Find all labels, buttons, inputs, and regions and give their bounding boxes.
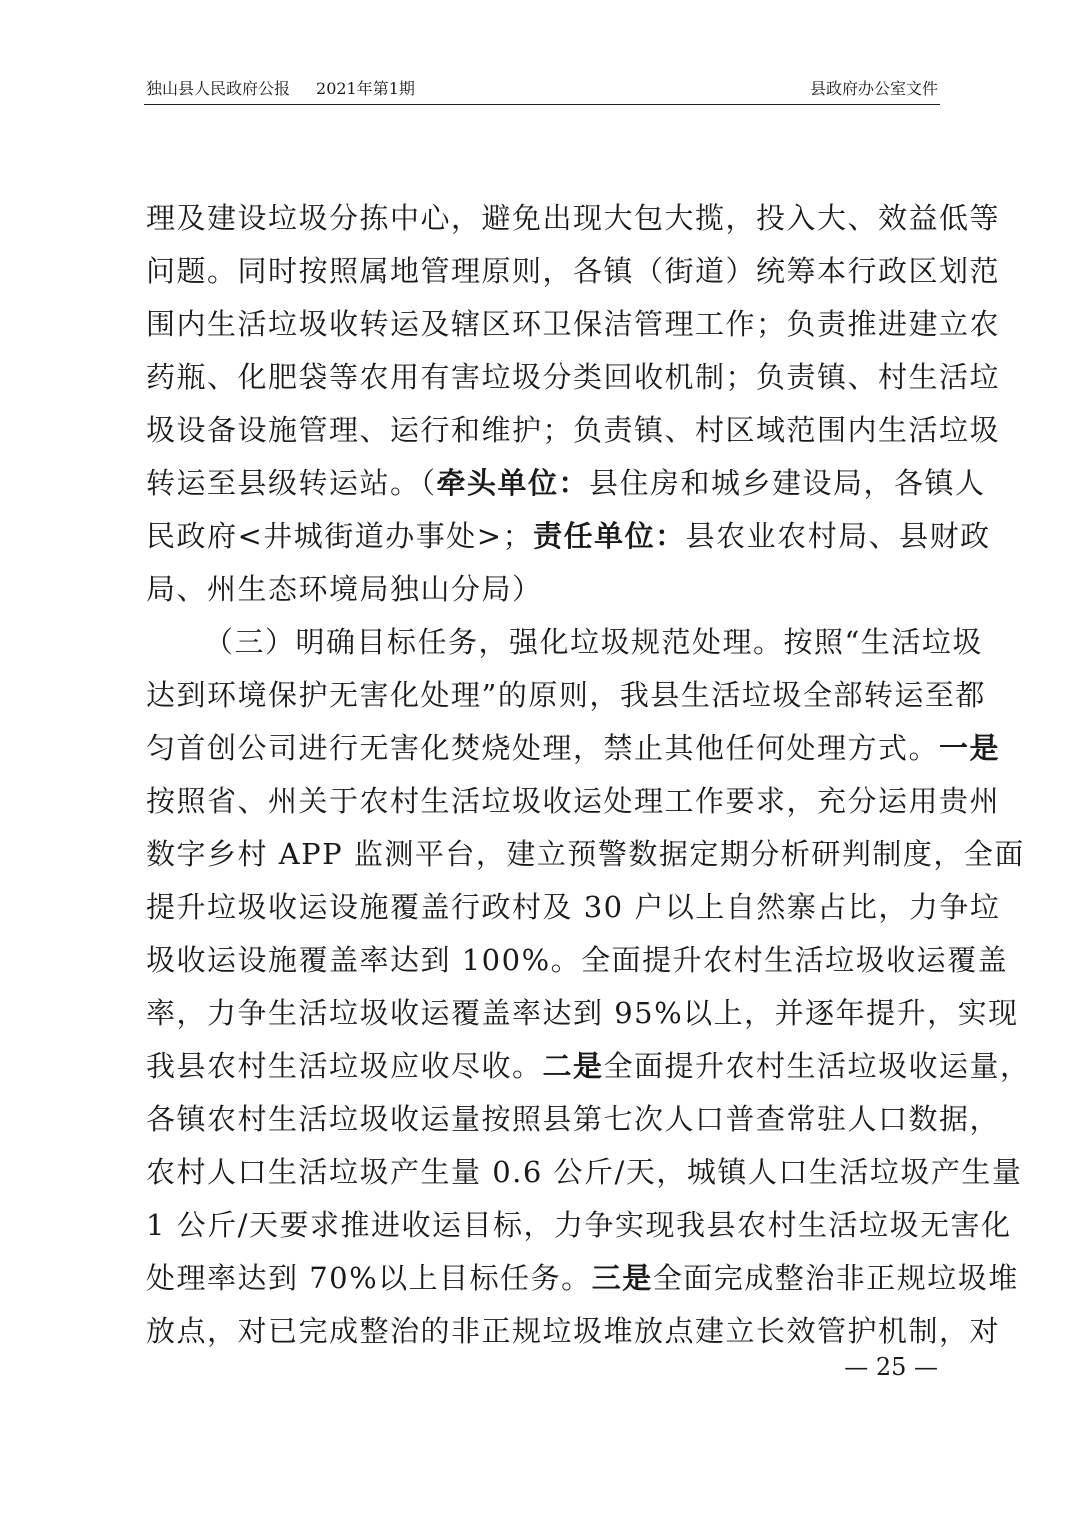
text-line: 按照省、州关于农村生活垃圾收运处理工作要求，充分运用贵州	[146, 784, 1001, 818]
text-line: 圾设备设施管理、运行和维护；负责镇、村区域范围内生活垃圾	[146, 413, 1001, 447]
text-line: 各镇农村生活垃圾收运量按照县第七次人口普查常驻人口数据，	[146, 1102, 1001, 1136]
body-text	[146, 192, 1031, 1358]
text-line	[146, 457, 986, 510]
text-line	[146, 510, 991, 563]
section-heading-line: （三）明确目标任务，强化垃圾规范处理。按照“生活垃圾	[204, 625, 983, 659]
text-line: 农村人口生活垃圾产生量 0.6 公斤/天，城镇人口生活垃圾产生量	[146, 1155, 1023, 1189]
header-divider	[144, 104, 940, 105]
text-segment: 匀首创公司进行无害化焚烧处理，禁止其他任何处理方式。	[146, 731, 940, 765]
text-segment: 民政府<井城街道办事处>；	[146, 519, 534, 553]
text-segment: 全面完成整治非正规垃圾堆	[652, 1261, 1019, 1295]
issue-number: 2021年第1期	[316, 79, 415, 98]
text-line: 药瓶、化肥袋等农用有害垃圾分类回收机制；负责镇、村生活垃	[146, 360, 1001, 394]
text-segment: 转运至县级转运站。（	[146, 466, 437, 500]
text-line: 数字乡村 APP 监测平台，建立预警数据定期分析研判制度，全面	[146, 837, 1025, 871]
text-segment: 处理率达到 70%以上目标任务。	[146, 1261, 592, 1295]
text-line	[146, 722, 1001, 775]
header-category: 县政府办公室文件	[809, 79, 938, 98]
point-label: 一是	[939, 731, 1001, 765]
text-line: 围内生活垃圾收转运及辖区环卫保洁管理工作；负责推进建立农	[146, 307, 1001, 341]
text-line: 问题。同时按照属地管理原则，各镇（街道）统筹本行政区划范	[146, 254, 1001, 288]
publication-name: 独山县人民政府公报	[146, 79, 291, 98]
text-segment: 全面提升农村生活垃圾收运量，	[603, 1049, 1031, 1083]
text-line: 1 公斤/天要求推进收运目标，力争实现我县农村生活垃圾无害化	[146, 1208, 1012, 1242]
page-header	[146, 74, 938, 104]
text-segment: 县农业农村局、县财政	[685, 519, 991, 553]
text-line: 率，力争生活垃圾收运覆盖率达到 95%以上，并逐年提升，实现	[146, 996, 1019, 1030]
text-line: 局、州生态环境局独山分局）	[146, 572, 543, 606]
header-publication	[146, 74, 415, 104]
page-number: — 25 —	[844, 1353, 938, 1381]
text-line: 放点，对已完成整治的非正规垃圾堆放点建立长效管护机制，对	[146, 1314, 1001, 1348]
lead-unit-label: 牵头单位：	[436, 466, 590, 500]
text-line	[146, 1252, 1019, 1305]
text-line: 提升垃圾收运设施覆盖行政村及 30 户以上自然寨占比，力争垃	[146, 890, 1001, 924]
text-segment: 县住房和城乡建设局，各镇人	[589, 466, 986, 500]
text-line: 理及建设垃圾分拣中心，避免出现大包大揽，投入大、效益低等	[146, 201, 1001, 235]
point-label: 二是	[542, 1049, 604, 1083]
point-label: 三是	[591, 1261, 653, 1295]
text-segment: 我县农村生活垃圾应收尽收。	[146, 1049, 543, 1083]
responsible-unit-label: 责任单位：	[533, 519, 686, 553]
text-line: 圾收运设施覆盖率达到 100%。全面提升农村生活垃圾收运覆盖	[146, 943, 1009, 977]
text-line	[146, 1040, 1031, 1093]
text-line: 达到环境保护无害化处理”的原则，我县生活垃圾全部转运至都	[146, 678, 986, 712]
